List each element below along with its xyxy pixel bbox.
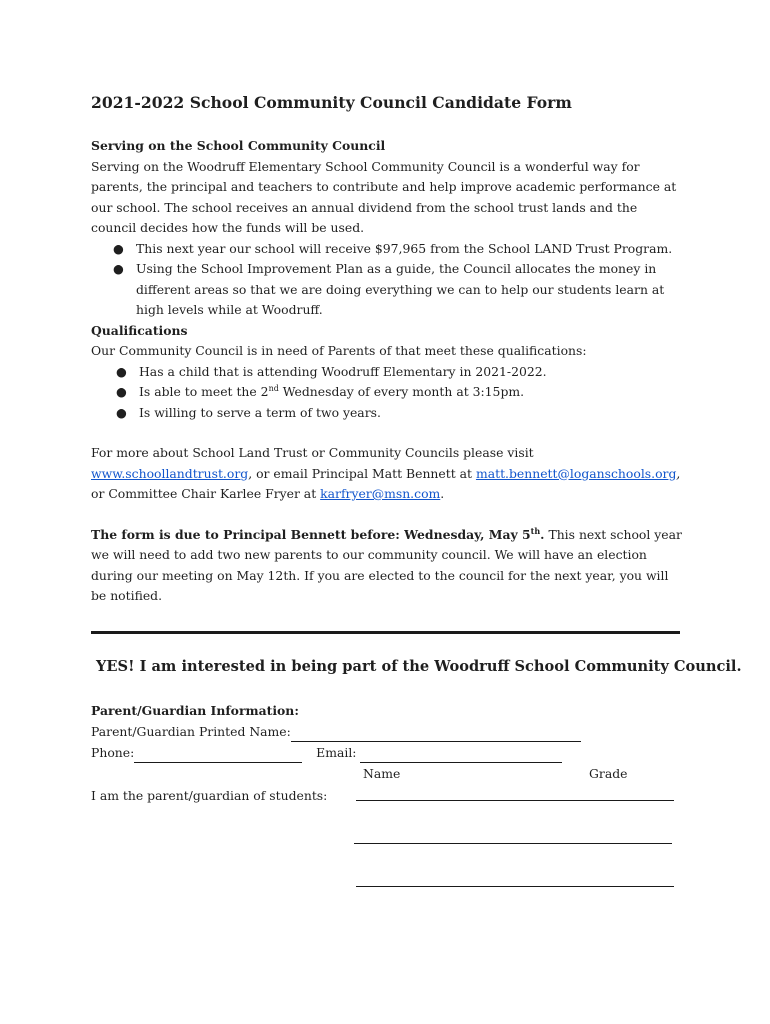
section-divider <box>91 631 680 634</box>
phone-label: Phone: <box>91 745 135 760</box>
principal-email-link[interactable]: matt.bennett@loganschools.org <box>475 465 677 481</box>
list-item: ● Is willing to serve a term of two years. <box>91 403 686 424</box>
qualifications-bullets <box>91 362 686 424</box>
student-grade-column-header: Grade <box>589 766 628 781</box>
contact-paragraph: For more about School Land Trust or Community Councils please visit www.schoollandtrust.org, or email Principal Matt Bennett at matt.bennett@loganschools.org, or Committee Chair Karlee Fryer at karfryer@msn.com. <box>91 445 681 501</box>
student-name-column-header: Name <box>363 766 401 781</box>
bullet-icon: ● <box>116 404 127 420</box>
email-field[interactable] <box>360 748 562 763</box>
qualifications-heading: Qualifications <box>91 322 188 338</box>
bullet-icon: ● <box>113 261 124 276</box>
document-body <box>91 92 686 607</box>
email-label: Email: <box>316 745 361 760</box>
serving-heading: Serving on the School Community Council <box>91 138 386 153</box>
list-item: ● This next year our school will receive $97,965 from the School LAND Trust Program. <box>91 239 686 260</box>
form-title: 2021-2022 School Community Council Candidate Form <box>91 93 572 112</box>
qualifications-intro: Our Community Council is in need of Parents of that meet these qualifications: <box>91 343 587 358</box>
schoollandtrust-link[interactable]: www.schoollandtrust.org <box>91 465 249 481</box>
students-label: I am the parent/guardian of students: <box>91 788 328 803</box>
student-line-3[interactable] <box>356 886 674 887</box>
bullet-icon: ● <box>116 384 127 399</box>
guardian-name-field[interactable] <box>291 727 581 742</box>
serving-bullets <box>91 239 686 321</box>
list-item: ● Has a child that is attending Woodruff Elementary in 2021-2022. <box>91 362 686 383</box>
list-item: ● Using the School Improvement Plan as a guide, the Council allocates the money in different areas so that we are doing everything we can to help our students learn at high levels while at Woodruff. <box>113 261 665 317</box>
name-row <box>91 721 581 742</box>
name-label: Parent/Guardian Printed Name: <box>91 724 291 739</box>
chair-email-link[interactable]: karfryer@msn.com <box>320 486 441 501</box>
phone-field[interactable] <box>134 748 302 763</box>
serving-paragraph: Serving on the Woodruff Elementary School Community Council is a wonderful way for parents, the principal and teachers to contribute and help improve academic performance at our school. The school receives an annual dividend from the school trust lands and the council decides how the funds will be used. <box>91 158 677 235</box>
phone-email-row <box>91 742 562 763</box>
guardian-heading: Parent/Guardian Information: <box>91 703 299 718</box>
student-line-2[interactable] <box>354 843 672 844</box>
bullet-icon: ● <box>113 240 124 256</box>
list-item: ● Is able to meet the 2nd Wednesday of every month at 3:15pm. <box>91 382 686 403</box>
interest-statement: YES! I am interested in being part of the Woodruff School Community Council. <box>96 658 742 675</box>
student-line-1[interactable] <box>356 800 674 801</box>
bullet-icon: ● <box>116 363 127 379</box>
due-paragraph: The form is due to Principal Bennett before: Wednesday, May 5th. This next school year we will need to add two new parents to our community council. We will have an election during our meeting on May 12th. If you are elected to the council for the next year, you will be notified. <box>91 525 682 603</box>
